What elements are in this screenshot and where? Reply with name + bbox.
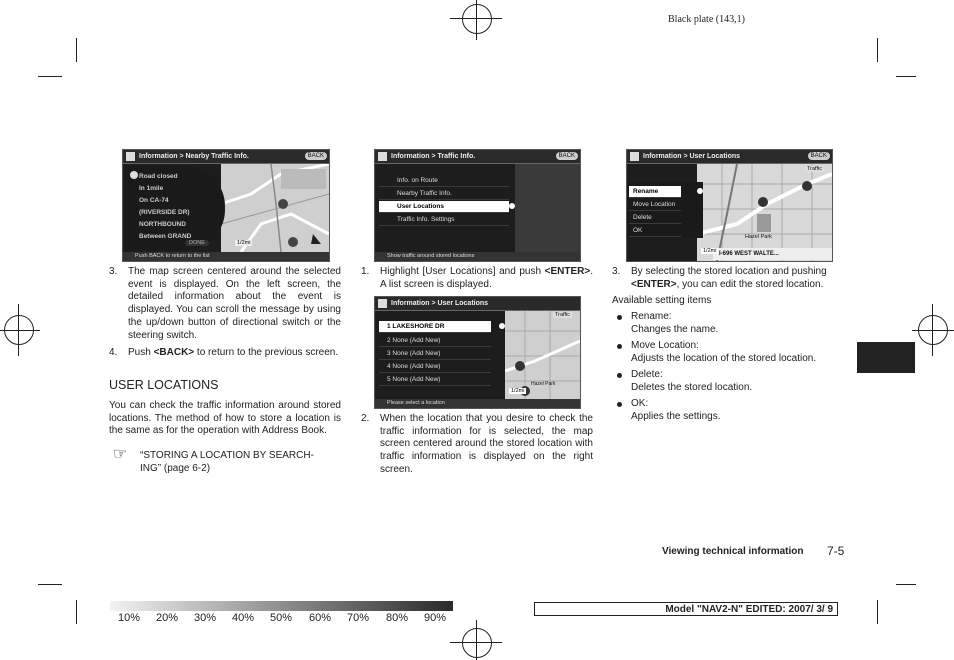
- screen-header: Information > Nearby Traffic Info. BACK: [123, 150, 329, 164]
- map-area: [221, 164, 329, 252]
- screen-traffic-info: [374, 149, 581, 262]
- crop-mark: [38, 76, 62, 77]
- screen-header: Information > User Locations BACK: [627, 150, 832, 164]
- cursor-dot: [499, 323, 505, 329]
- menu-item-ok[interactable]: OK: [629, 225, 681, 237]
- map-place-label: Hazel Park: [531, 381, 556, 387]
- incident-line: NORTHBOUND: [139, 221, 186, 228]
- step-3-text: The map screen centered around the selected event is displayed. On the left screen, the detailed information about the event is displayed. You can scroll the message by using the up/down button of directional switch or the steering switch.: [128, 266, 341, 341]
- screen-user-locations-list: [374, 296, 581, 409]
- list-item-location-3[interactable]: 3 None (Add New): [379, 348, 491, 360]
- map-area: [697, 164, 832, 261]
- info-icon: [126, 152, 135, 161]
- map-place-label: Hazel Park: [745, 234, 772, 240]
- menu-item-info-on-route[interactable]: Info. on Route: [379, 175, 509, 187]
- gray-scale-label: 90%: [424, 612, 447, 624]
- gray-scale-label: 40%: [232, 612, 255, 624]
- section-tab: [857, 342, 915, 373]
- step-1-number: 1.: [361, 266, 370, 277]
- scale-indicator: 1/2mi: [237, 240, 251, 246]
- list-item-location-5[interactable]: 5 None (Add New): [379, 374, 491, 386]
- section-footer-title: Viewing technical information: [662, 546, 804, 557]
- incident-line: Between GRAND: [139, 233, 192, 240]
- cursor-dot: [697, 188, 703, 194]
- gray-scale-label: 30%: [194, 612, 217, 624]
- gray-scale-label: 60%: [309, 612, 332, 624]
- back-button[interactable]: BACK: [808, 152, 830, 160]
- map-roads: [221, 164, 329, 252]
- step-1-text: Highlight [User Locations] and push <ENTER>. A list screen is displayed.: [380, 266, 593, 290]
- section-paragraph: You can check the traffic information around stored locations. The method of how to store a location is the same as for the operation with Address Book.: [109, 400, 341, 437]
- plate-label: Black plate (143,1): [668, 14, 745, 25]
- gray-scale-label: 50%: [270, 612, 293, 624]
- bullet-delete: Delete: Deletes the stored location.: [631, 369, 753, 393]
- screen-footer: Please select a location: [375, 399, 580, 408]
- step-3-text: By selecting the stored location and pushing <ENTER>, you can edit the stored location.: [631, 266, 827, 290]
- screen-nearby-traffic: [122, 149, 330, 262]
- bullet-icon: [617, 344, 622, 349]
- step-3-number: 3.: [612, 266, 621, 277]
- gray-scale-label: 80%: [386, 612, 409, 624]
- menu-item-traffic-settings[interactable]: Traffic Info. Settings: [379, 214, 509, 226]
- incident-panel: [125, 166, 225, 250]
- screen-footer: Push BACK to return to the list: [123, 252, 329, 261]
- menu-item-nearby-traffic[interactable]: Nearby Traffic Info.: [379, 188, 509, 200]
- page-number: 7-5: [827, 544, 845, 558]
- gray-scale-label: 10%: [118, 612, 141, 624]
- bullet-icon: [617, 402, 622, 407]
- incident-line: Road closed: [139, 173, 178, 180]
- bullet-ok: OK: Applies the settings.: [631, 398, 721, 422]
- step-2-number: 2.: [361, 413, 370, 424]
- list-item-location-1[interactable]: 1 LAKESHORE DR: [379, 321, 491, 333]
- menu-item-rename[interactable]: Rename: [629, 186, 681, 198]
- back-button[interactable]: BACK: [556, 152, 578, 160]
- crop-mark: [896, 584, 916, 585]
- screen-footer: Show traffic around stored locations: [375, 252, 580, 261]
- incident-line: On CA-74: [139, 197, 169, 204]
- back-button[interactable]: BACK: [305, 152, 327, 160]
- cursor-dot: [509, 203, 515, 209]
- list-item-location-2[interactable]: 2 None (Add New): [379, 335, 491, 347]
- crop-mark: [38, 584, 62, 585]
- step-2-text: When the location that you desire to check the traffic information for is selected, the map screen centered around the stored location with traffic information is displayed on the right screen.: [380, 413, 593, 475]
- incident-line: In 1mile: [139, 185, 164, 192]
- scale-indicator: 1/2mi: [703, 248, 717, 254]
- bullet-move-location: Move Location: Adjusts the location of the stored location.: [631, 340, 817, 364]
- reference-icon: ☞: [113, 446, 128, 463]
- step-4-text: Push <BACK> to return to the previous screen.: [128, 347, 339, 358]
- info-icon: [378, 299, 387, 308]
- incident-line: (RIVERSIDE DR): [139, 209, 190, 216]
- available-items-label: Available setting items: [612, 295, 712, 306]
- traffic-badge: Traffic: [807, 166, 822, 172]
- model-edit-box: Model "NAV2-N" EDITED: 2007/ 3/ 9: [534, 602, 838, 616]
- bullet-icon: [617, 373, 622, 378]
- warning-icon: [130, 171, 138, 179]
- screen-header: Information > Traffic Info. BACK: [375, 150, 580, 164]
- scale-indicator: 1/2mi: [511, 388, 525, 394]
- crop-mark: [76, 600, 77, 624]
- map-area: [515, 164, 580, 252]
- screen-user-location-edit: [626, 149, 833, 262]
- menu-item-user-locations[interactable]: User Locations: [379, 201, 509, 213]
- section-heading: USER LOCATIONS: [109, 378, 219, 392]
- list-item-location-4[interactable]: 4 None (Add New): [379, 361, 491, 373]
- info-icon: [378, 152, 387, 161]
- crop-mark: [877, 38, 878, 62]
- street-name-bar: I-696 WEST WALTE...: [713, 248, 833, 260]
- screen-header: Information > User Locations: [375, 297, 580, 311]
- traffic-badge: Traffic: [555, 312, 570, 318]
- menu-item-move-location[interactable]: Move Location: [629, 199, 681, 211]
- crop-mark: [76, 38, 77, 62]
- gray-scale-label: 70%: [347, 612, 370, 624]
- bullet-icon: [617, 315, 622, 320]
- step-3-number: 3.: [109, 266, 118, 277]
- gray-scale-bar: [110, 601, 453, 611]
- crop-mark: [877, 600, 878, 624]
- step-4-number: 4.: [109, 347, 118, 358]
- reference-link[interactable]: “STORING A LOCATION BY SEARCH- ING” (page 6-2): [140, 450, 314, 474]
- done-button[interactable]: DONE: [185, 240, 209, 246]
- info-icon: [630, 152, 639, 161]
- menu-item-delete[interactable]: Delete: [629, 212, 681, 224]
- crop-mark: [896, 76, 916, 77]
- gray-scale-label: 20%: [156, 612, 179, 624]
- bullet-rename: Rename: Changes the name.: [631, 311, 719, 335]
- map-roads: [697, 164, 832, 261]
